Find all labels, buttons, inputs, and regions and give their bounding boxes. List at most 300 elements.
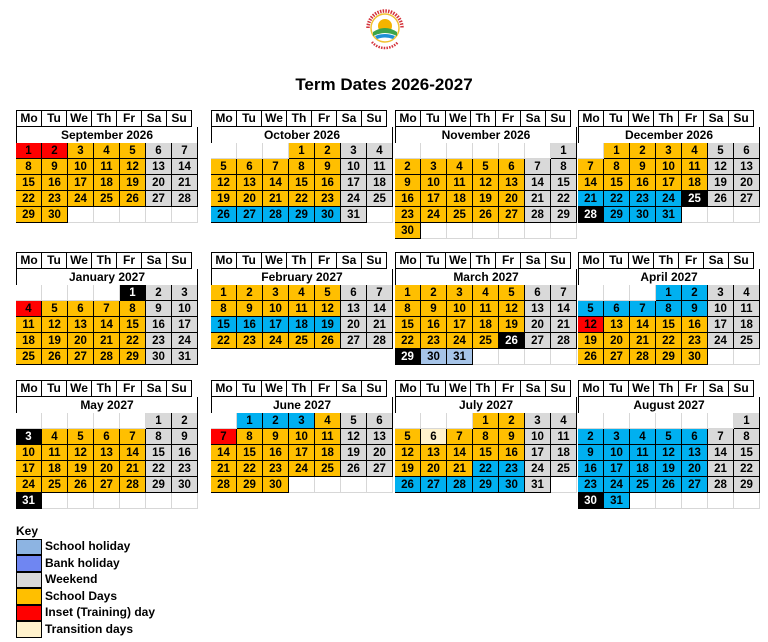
day-cell: 6 <box>68 301 94 317</box>
day-cell: 23 <box>42 191 68 207</box>
day-cell: 17 <box>341 175 367 191</box>
day-cell: 21 <box>447 461 473 477</box>
empty-cell <box>421 413 447 429</box>
day-cell: 2 <box>421 285 447 301</box>
month-calendar <box>395 110 577 239</box>
day-cell: 13 <box>146 159 172 175</box>
day-cell: 30 <box>395 223 421 239</box>
day-cell: 11 <box>473 301 499 317</box>
empty-cell <box>708 493 734 509</box>
day-cell: 31 <box>525 477 551 493</box>
empty-cell <box>682 207 708 223</box>
day-cell: 2 <box>42 143 68 159</box>
key-swatch <box>16 588 42 605</box>
day-cell: 12 <box>656 445 682 461</box>
day-cell: 4 <box>16 301 42 317</box>
day-cell: 27 <box>341 333 367 349</box>
empty-cell <box>68 285 94 301</box>
day-cell: 6 <box>237 159 263 175</box>
day-cell: 18 <box>734 317 760 333</box>
empty-cell <box>211 413 237 429</box>
day-cell: 7 <box>630 301 656 317</box>
day-cell: 18 <box>42 461 68 477</box>
weekday-label: Th <box>91 110 117 127</box>
day-cell: 26 <box>395 477 421 493</box>
day-cell: 24 <box>604 477 630 493</box>
weekday-label: We <box>628 252 654 269</box>
day-cell: 19 <box>473 191 499 207</box>
day-cell: 22 <box>211 333 237 349</box>
day-cell: 26 <box>42 349 68 365</box>
day-cell: 7 <box>447 429 473 445</box>
empty-cell <box>525 143 551 159</box>
day-cell: 9 <box>630 159 656 175</box>
empty-cell <box>367 477 393 493</box>
empty-cell <box>94 285 120 301</box>
day-cell: 15 <box>211 317 237 333</box>
day-cell: 1 <box>734 413 760 429</box>
weekday-label: Tu <box>41 110 67 127</box>
empty-cell <box>211 143 237 159</box>
weekday-label: Su <box>166 252 192 269</box>
day-cell: 9 <box>237 301 263 317</box>
day-cell: 2 <box>315 143 341 159</box>
day-cell: 3 <box>604 429 630 445</box>
weekday-label: We <box>66 252 92 269</box>
day-cell: 4 <box>734 285 760 301</box>
day-cell: 10 <box>421 175 447 191</box>
day-cell: 4 <box>94 143 120 159</box>
day-cell: 6 <box>146 143 172 159</box>
day-cell: 15 <box>551 175 577 191</box>
empty-cell <box>68 493 94 509</box>
day-cell: 7 <box>525 159 551 175</box>
day-cell: 16 <box>578 461 604 477</box>
day-cell: 13 <box>525 301 551 317</box>
day-cell: 7 <box>120 429 146 445</box>
day-cell: 10 <box>656 159 682 175</box>
day-cell: 3 <box>263 285 289 301</box>
day-cell: 9 <box>682 301 708 317</box>
weekday-label: Mo <box>16 252 42 269</box>
month-calendar <box>16 110 198 223</box>
day-cell: 31 <box>172 349 198 365</box>
month-calendar <box>16 380 198 509</box>
day-cell: 22 <box>734 461 760 477</box>
day-cell: 7 <box>551 285 577 301</box>
day-cell: 1 <box>604 143 630 159</box>
day-cell: 20 <box>499 191 525 207</box>
day-cell: 13 <box>367 429 393 445</box>
day-cell: 15 <box>16 175 42 191</box>
day-cell: 16 <box>315 175 341 191</box>
day-cell: 28 <box>630 349 656 365</box>
empty-cell <box>499 223 525 239</box>
day-cell: 13 <box>682 445 708 461</box>
weekday-label: Mo <box>16 380 42 397</box>
day-cell: 15 <box>734 445 760 461</box>
day-cell: 21 <box>525 191 551 207</box>
day-cell: 13 <box>499 175 525 191</box>
day-cell: 27 <box>525 333 551 349</box>
weekday-label: Mo <box>395 110 421 127</box>
month-title: February 2027 <box>211 269 393 285</box>
day-cell: 25 <box>16 349 42 365</box>
day-cell: 21 <box>263 191 289 207</box>
day-cell: 18 <box>682 175 708 191</box>
day-cell: 29 <box>120 349 146 365</box>
day-cell: 18 <box>16 333 42 349</box>
weekday-label: Fr <box>678 110 704 127</box>
day-cell: 19 <box>341 445 367 461</box>
day-cell: 15 <box>146 445 172 461</box>
day-cell: 19 <box>578 333 604 349</box>
day-cell: 20 <box>682 461 708 477</box>
weekday-label: Mo <box>578 110 604 127</box>
day-cell: 24 <box>341 191 367 207</box>
day-cell: 31 <box>16 493 42 509</box>
key-label: Inset (Training) day <box>45 605 156 620</box>
day-cell: 23 <box>146 333 172 349</box>
day-cell: 20 <box>734 175 760 191</box>
day-cell: 2 <box>630 143 656 159</box>
day-cell: 9 <box>421 301 447 317</box>
empty-cell <box>68 207 94 223</box>
weekday-label: Mo <box>211 252 237 269</box>
day-cell: 11 <box>315 429 341 445</box>
day-cell: 28 <box>120 477 146 493</box>
day-grid <box>395 285 577 365</box>
weekday-label: Th <box>470 110 496 127</box>
weekday-label: Th <box>91 252 117 269</box>
key-label: School Days <box>45 588 118 603</box>
day-cell: 2 <box>395 159 421 175</box>
day-cell: 16 <box>146 317 172 333</box>
day-cell: 22 <box>656 333 682 349</box>
empty-cell <box>94 207 120 223</box>
day-cell: 1 <box>237 413 263 429</box>
weekday-header <box>211 380 393 397</box>
weekday-label: Tu <box>236 380 262 397</box>
day-cell: 2 <box>578 429 604 445</box>
day-cell: 30 <box>421 349 447 365</box>
weekday-label: Th <box>653 110 679 127</box>
weekday-label: Fr <box>116 380 142 397</box>
day-cell: 20 <box>237 191 263 207</box>
day-cell: 8 <box>734 429 760 445</box>
empty-cell <box>42 413 68 429</box>
day-cell: 29 <box>473 477 499 493</box>
day-cell: 28 <box>263 207 289 223</box>
day-cell: 28 <box>447 477 473 493</box>
day-cell: 2 <box>682 285 708 301</box>
day-cell: 28 <box>551 333 577 349</box>
day-cell: 13 <box>94 445 120 461</box>
weekday-label: Fr <box>311 380 337 397</box>
empty-cell <box>499 349 525 365</box>
empty-cell <box>421 143 447 159</box>
weekday-label: Su <box>361 380 387 397</box>
day-cell: 14 <box>120 445 146 461</box>
day-cell: 1 <box>120 285 146 301</box>
day-cell: 4 <box>630 429 656 445</box>
day-cell: 14 <box>525 175 551 191</box>
day-cell: 18 <box>289 317 315 333</box>
day-cell: 30 <box>315 207 341 223</box>
month-title: January 2027 <box>16 269 198 285</box>
weekday-label: Sa <box>141 110 167 127</box>
day-grid <box>395 413 577 493</box>
month-title: June 2027 <box>211 397 393 413</box>
weekday-header <box>211 252 393 269</box>
key-label: Bank holiday <box>45 555 120 570</box>
day-cell: 10 <box>68 159 94 175</box>
weekday-label: Tu <box>603 252 629 269</box>
day-cell: 18 <box>630 461 656 477</box>
day-cell: 15 <box>604 175 630 191</box>
day-cell: 10 <box>172 301 198 317</box>
weekday-label: Th <box>91 380 117 397</box>
weekday-label: Mo <box>16 110 42 127</box>
empty-cell <box>16 413 42 429</box>
day-cell: 28 <box>211 477 237 493</box>
day-cell: 24 <box>525 461 551 477</box>
empty-cell <box>447 413 473 429</box>
empty-cell <box>367 207 393 223</box>
day-cell: 21 <box>211 461 237 477</box>
empty-cell <box>172 493 198 509</box>
month-calendar <box>578 110 760 223</box>
day-cell: 21 <box>367 317 393 333</box>
day-cell: 10 <box>447 301 473 317</box>
day-cell: 30 <box>499 477 525 493</box>
day-cell: 12 <box>42 317 68 333</box>
day-cell: 20 <box>146 175 172 191</box>
empty-cell <box>341 477 367 493</box>
day-cell: 29 <box>395 349 421 365</box>
day-cell: 30 <box>578 493 604 509</box>
weekday-header <box>395 110 577 127</box>
day-cell: 24 <box>16 477 42 493</box>
day-cell: 12 <box>473 175 499 191</box>
empty-cell <box>68 413 94 429</box>
empty-cell <box>656 493 682 509</box>
day-cell: 1 <box>289 143 315 159</box>
day-cell: 21 <box>630 333 656 349</box>
empty-cell <box>395 413 421 429</box>
empty-cell <box>499 143 525 159</box>
day-cell: 16 <box>263 445 289 461</box>
day-cell: 17 <box>604 461 630 477</box>
weekday-label: Tu <box>603 380 629 397</box>
month-calendar <box>395 252 577 365</box>
weekday-label: We <box>445 252 471 269</box>
weekday-label: Sa <box>141 380 167 397</box>
day-cell: 22 <box>395 333 421 349</box>
key-item-school-days <box>16 588 155 605</box>
day-cell: 3 <box>68 143 94 159</box>
empty-cell <box>473 143 499 159</box>
empty-cell <box>120 413 146 429</box>
day-cell: 13 <box>421 445 447 461</box>
empty-cell <box>94 493 120 509</box>
day-cell: 30 <box>263 477 289 493</box>
weekday-label: Sa <box>336 252 362 269</box>
weekday-label: Su <box>361 252 387 269</box>
empty-cell <box>708 349 734 365</box>
day-cell: 30 <box>630 207 656 223</box>
empty-cell <box>551 349 577 365</box>
weekday-label: Tu <box>41 380 67 397</box>
weekday-label: Sa <box>703 110 729 127</box>
day-cell: 11 <box>447 175 473 191</box>
empty-cell <box>734 349 760 365</box>
weekday-label: Sa <box>703 380 729 397</box>
day-cell: 26 <box>656 477 682 493</box>
day-grid <box>395 143 577 239</box>
empty-cell <box>146 207 172 223</box>
day-cell: 24 <box>421 207 447 223</box>
day-cell: 26 <box>341 461 367 477</box>
day-cell: 20 <box>525 317 551 333</box>
day-cell: 7 <box>367 285 393 301</box>
day-cell: 23 <box>630 191 656 207</box>
month-title: August 2027 <box>578 397 760 413</box>
weekday-label: We <box>261 252 287 269</box>
day-cell: 25 <box>42 477 68 493</box>
day-cell: 18 <box>94 175 120 191</box>
day-cell: 25 <box>289 333 315 349</box>
empty-cell <box>94 413 120 429</box>
day-cell: 30 <box>682 349 708 365</box>
day-cell: 3 <box>172 285 198 301</box>
day-cell: 5 <box>315 285 341 301</box>
day-cell: 25 <box>367 191 393 207</box>
key-swatch <box>16 555 42 572</box>
key-swatch <box>16 572 42 589</box>
day-cell: 11 <box>289 301 315 317</box>
weekday-label: Fr <box>311 110 337 127</box>
day-cell: 20 <box>341 317 367 333</box>
month-title: July 2027 <box>395 397 577 413</box>
day-cell: 9 <box>499 429 525 445</box>
day-cell: 30 <box>146 349 172 365</box>
weekday-label: Tu <box>420 110 446 127</box>
day-cell: 27 <box>682 477 708 493</box>
day-cell: 24 <box>656 191 682 207</box>
day-cell: 17 <box>656 175 682 191</box>
day-cell: 27 <box>68 349 94 365</box>
day-cell: 7 <box>578 159 604 175</box>
day-cell: 7 <box>94 301 120 317</box>
empty-cell <box>604 413 630 429</box>
empty-cell <box>708 413 734 429</box>
day-cell: 19 <box>211 191 237 207</box>
day-cell: 25 <box>94 191 120 207</box>
day-cell: 15 <box>237 445 263 461</box>
day-cell: 16 <box>499 445 525 461</box>
day-cell: 24 <box>447 333 473 349</box>
day-cell: 25 <box>682 191 708 207</box>
day-cell: 26 <box>708 191 734 207</box>
day-cell: 16 <box>682 317 708 333</box>
day-cell: 6 <box>604 301 630 317</box>
weekday-label: Th <box>470 380 496 397</box>
day-cell: 4 <box>315 413 341 429</box>
empty-cell <box>473 349 499 365</box>
day-cell: 10 <box>604 445 630 461</box>
month-title: November 2026 <box>395 127 577 143</box>
day-cell: 19 <box>499 317 525 333</box>
day-grid <box>211 143 393 223</box>
day-cell: 2 <box>146 285 172 301</box>
day-cell: 17 <box>16 461 42 477</box>
weekday-label: Mo <box>211 110 237 127</box>
day-cell: 9 <box>172 429 198 445</box>
day-cell: 1 <box>211 285 237 301</box>
day-cell: 9 <box>578 445 604 461</box>
key-item-inset-day <box>16 604 155 621</box>
day-cell: 24 <box>68 191 94 207</box>
empty-cell <box>630 285 656 301</box>
weekday-label: Mo <box>211 380 237 397</box>
day-cell: 28 <box>172 191 198 207</box>
day-cell: 9 <box>263 429 289 445</box>
weekday-label: Fr <box>116 252 142 269</box>
day-cell: 16 <box>395 191 421 207</box>
day-cell: 6 <box>421 429 447 445</box>
day-cell: 19 <box>42 333 68 349</box>
day-cell: 24 <box>263 333 289 349</box>
weekday-label: Fr <box>495 252 521 269</box>
day-cell: 17 <box>172 317 198 333</box>
day-cell: 12 <box>211 175 237 191</box>
month-calendar <box>395 380 577 493</box>
day-grid <box>578 285 760 365</box>
day-cell: 24 <box>708 333 734 349</box>
day-cell: 5 <box>578 301 604 317</box>
day-cell: 5 <box>42 301 68 317</box>
key-item-weekend <box>16 571 155 588</box>
day-grid <box>16 143 198 223</box>
day-cell: 5 <box>708 143 734 159</box>
day-cell: 23 <box>395 207 421 223</box>
empty-cell <box>120 493 146 509</box>
day-cell: 4 <box>682 143 708 159</box>
day-cell: 26 <box>578 349 604 365</box>
weekday-label: Sa <box>520 380 546 397</box>
day-cell: 3 <box>656 143 682 159</box>
weekday-label: We <box>66 110 92 127</box>
day-cell: 28 <box>578 207 604 223</box>
day-cell: 1 <box>656 285 682 301</box>
day-cell: 1 <box>395 285 421 301</box>
day-cell: 21 <box>551 317 577 333</box>
day-grid <box>211 413 393 493</box>
day-cell: 10 <box>16 445 42 461</box>
day-cell: 23 <box>237 333 263 349</box>
day-cell: 22 <box>473 461 499 477</box>
weekday-label: Sa <box>141 252 167 269</box>
day-cell: 22 <box>16 191 42 207</box>
day-cell: 21 <box>708 461 734 477</box>
month-title: March 2027 <box>395 269 577 285</box>
weekday-header <box>395 252 577 269</box>
day-cell: 14 <box>172 159 198 175</box>
day-cell: 11 <box>94 159 120 175</box>
day-cell: 27 <box>94 477 120 493</box>
empty-cell <box>578 413 604 429</box>
